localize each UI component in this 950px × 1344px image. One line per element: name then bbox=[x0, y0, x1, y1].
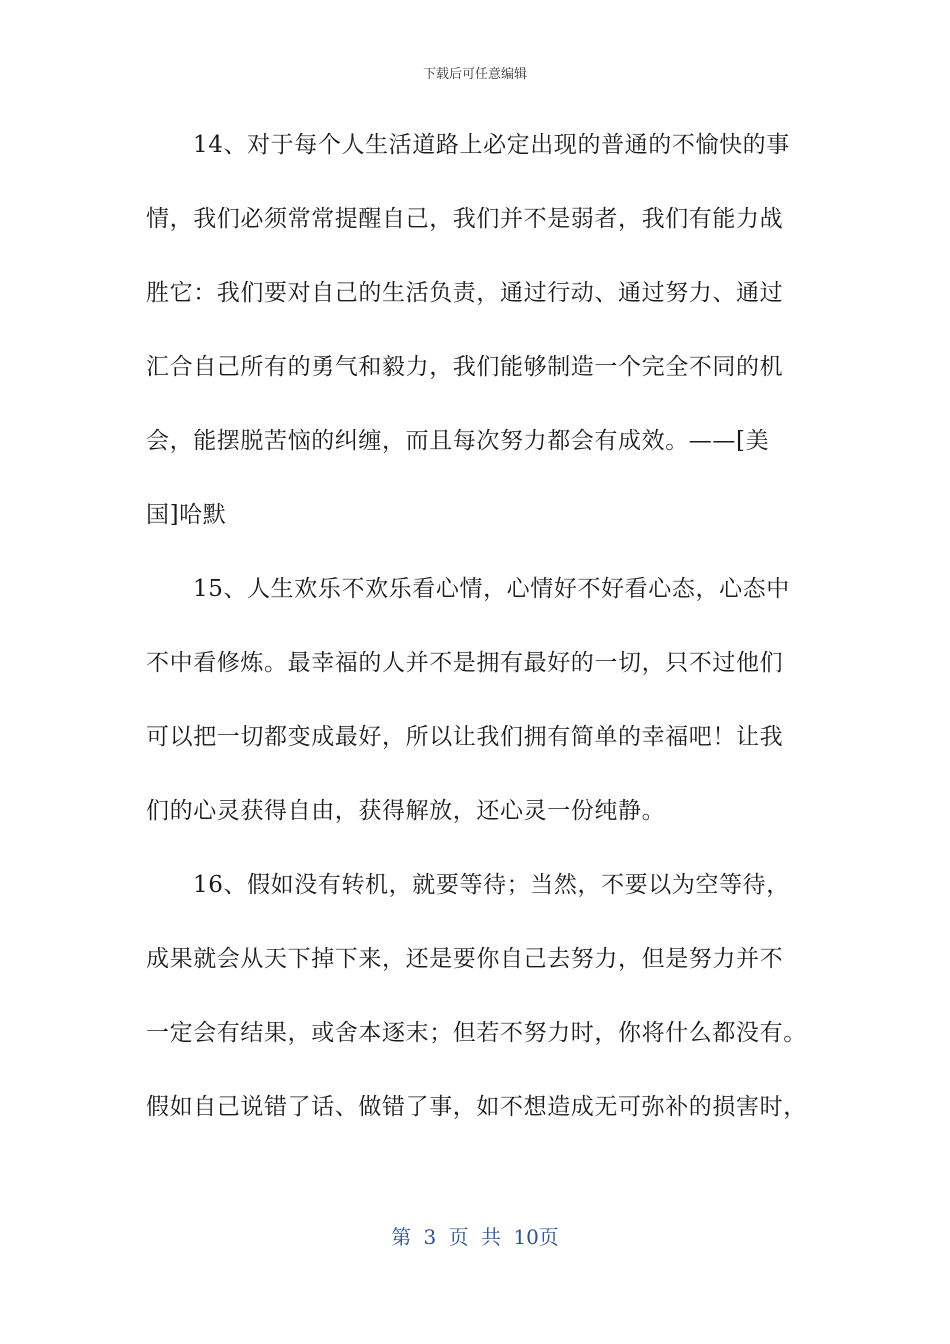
paragraph-14-line-3: 胜它：我们要对自己的生活负责，通过行动、通过努力、通过 bbox=[146, 280, 784, 306]
paragraph-14-line-5: 会，能摆脱苦恼的纠缠，而且每次努力都会有成效。——[美 bbox=[146, 428, 770, 454]
paragraph-16-line-3: 一定会有结果，或舍本逐末；但若不努力时，你将什么都没有。 bbox=[146, 1020, 807, 1046]
paragraph-15-line-1: 15、人生欢乐不欢乐看心情，心情好不好看心态，心态中 bbox=[193, 576, 790, 602]
paragraph-16-line-4: 假如自己说错了话、做错了事，如不想造成无可弥补的损害时， bbox=[146, 1094, 807, 1120]
paragraph-14-line-4: 汇合自己所有的勇气和毅力，我们能够制造一个完全不同的机 bbox=[146, 354, 784, 380]
paragraph-15-line-2: 不中看修炼。最幸福的人并不是拥有最好的一切，只不过他们 bbox=[146, 650, 784, 676]
paragraph-16-line-1: 16、假如没有转机，就要等待；当然，不要以为空等待， bbox=[193, 872, 790, 898]
paragraph-14-line-2: 情，我们必须常常提醒自己，我们并不是弱者，我们有能力战 bbox=[146, 206, 784, 232]
paragraph-14-line-6: 国]哈默 bbox=[146, 502, 227, 528]
paragraph-15-line-3: 可以把一切都变成最好，所以让我们拥有简单的幸福吧！让我 bbox=[146, 724, 784, 750]
page-number-footer: 第 3 页 共 10页 bbox=[391, 1225, 559, 1249]
paragraph-15-line-4: 们的心灵获得自由，获得解放，还心灵一份纯静。 bbox=[146, 798, 666, 824]
document-body bbox=[146, 114, 808, 1150]
paragraph-16-line-2: 成果就会从天下掉下来，还是要你自己去努力，但是努力并不 bbox=[146, 946, 784, 972]
page-header: 下载后可任意编辑 bbox=[422, 67, 527, 82]
paragraph-14-line-1: 14、对于每个人生活道路上必定出现的普通的不愉快的事 bbox=[193, 132, 790, 158]
